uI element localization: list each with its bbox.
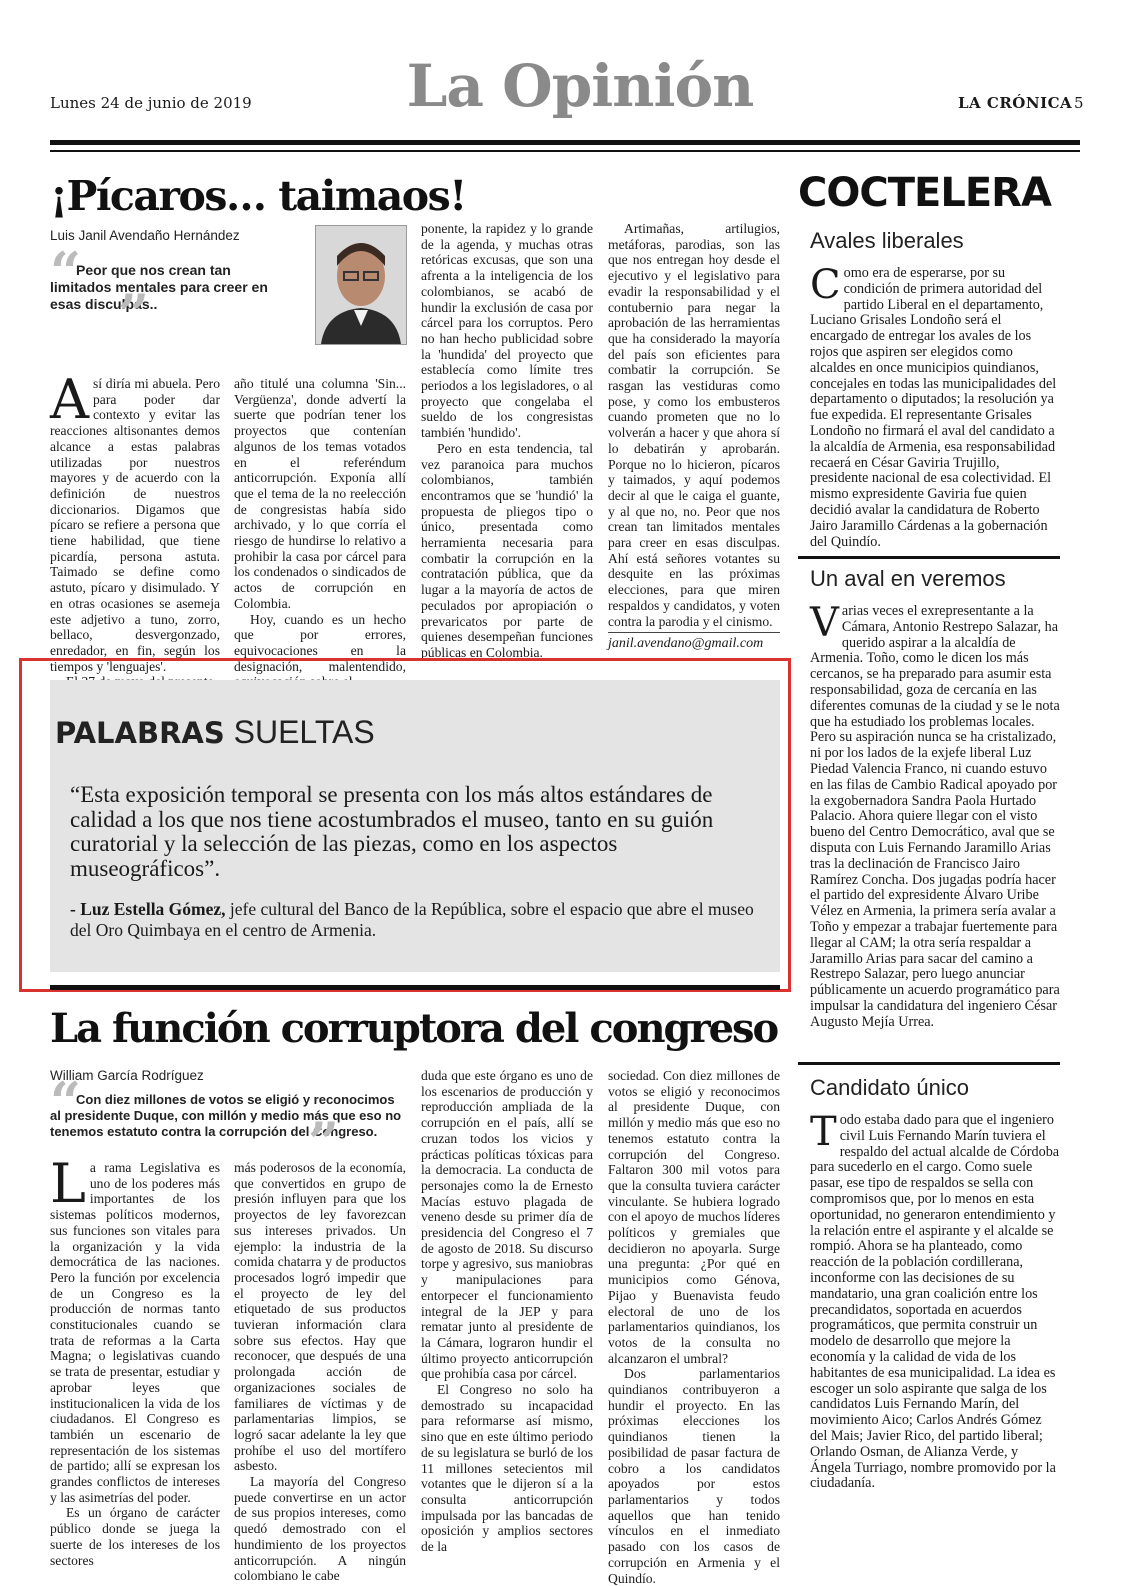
palabras-sueltas-attrib-rest: jefe cultural del Banco de la República, sobre el espacio que abre el museo del Oro Quimbaya en el centro de Armenia. bbox=[70, 899, 754, 940]
article2-dropcap: L bbox=[50, 1152, 86, 1215]
article1-dropcap: A bbox=[50, 368, 89, 431]
coctelera-item-3 bbox=[810, 1109, 1060, 1492]
article1-col3b-text: Pero en esta tendencia, tal vez paranoica para muchos colombianos, también encontramos que se 'hundió' la propuesta de pliegos tipo o único, presentada como herramienta necesaria para combatir la corrupción en la contratación pública, que da lugar a la mayoría de actos de peculados por apropiación o prevaricatos por parte de quienes desempeñan funciones públicas en Colombia. bbox=[421, 440, 593, 660]
article2-pull-text: Con diez millones de votos se eligió y reconocimos al presidente Duque, con millón y medio más que eso no tenemos estatuto contra la corrupción del Congreso. bbox=[50, 1092, 402, 1139]
article2-column-2 bbox=[234, 1160, 406, 1584]
masthead-rule-thin bbox=[50, 150, 1080, 152]
article1-byline: Luis Janil Avendaño Hernández bbox=[50, 228, 240, 243]
coctelera-divider-1 bbox=[798, 556, 1060, 559]
coctelera-subtitle-3: Candidato único bbox=[810, 1075, 970, 1100]
coctelera-divider-2 bbox=[798, 1062, 1060, 1065]
article1-headline: ¡Pícaros… taimaos! bbox=[50, 172, 466, 220]
open-quote-icon: “ bbox=[50, 1070, 82, 1134]
article1-email: janil.avendano@gmail.com bbox=[608, 636, 764, 651]
article2-col4-text: sociedad. Con diez millones de votos se eligió y reconocimos al presidente Duque, con millón y medio más que eso no tenemos estatuto contra la corrupción del Congreso. Faltaron 300 mil votos para que la consulta tuviera carácter vinculante. Se hubiera logrado con el apoyo de muchos líderes políticos y gremiales que decidieron no apoyarla. Surge una pregunta: ¿Por qué en municipios como Génova, Pijao y Buenavista feudo electoral de uno de los parlamentarios quindianos, los votos de la consulta no alcanzaron el umbral? bbox=[608, 1068, 780, 1366]
article2-col1b-text: Es un órgano de carácter público donde se juega la suerte de los intereses de los sectores bbox=[50, 1505, 220, 1568]
coctelera-dropcap-2: V bbox=[810, 600, 839, 646]
article2-col3-text: duda que este órgano es uno de los escenarios de producción y reproducción ampliada de la corrupción en el país, allí se cruzan todos los vicios y prácticas políticas tóxicas para la democracia. La conducta de personajes como la de Ernesto Macías estuvo plagada de veneno desde su primer día de presidencia del Congreso el 7 de agosto de 2018. Su discurso torpe y agresivo, sus maniobras y manipulaciones para entorpecer el funcionamiento integral de la JEP y para rematar junto al presidente de la Cámara, lograron hundir el último proyecto anticorrupción que prohibía casa por cárcel. bbox=[421, 1068, 593, 1382]
page-number: 5 bbox=[1074, 94, 1084, 112]
coctelera-dropcap-1: C bbox=[810, 262, 841, 308]
palabras-sueltas-title-light: SUELTAS bbox=[233, 714, 375, 750]
article2-col2b-text: La mayoría del Congreso puede convertirse en un actor de sus propios intereses, como quedó demostrado con el hundimiento de los proyectos anticorrupción. A ningún colombiano le cabe bbox=[234, 1474, 406, 1584]
coctelera-item-2 bbox=[810, 600, 1060, 1031]
article1-column-1 bbox=[50, 368, 220, 690]
article1-email-rule bbox=[608, 632, 780, 633]
masthead-title: La Opinión bbox=[406, 52, 754, 120]
article2-byline: William García Rodríguez bbox=[50, 1068, 204, 1083]
coctelera-item-1 bbox=[810, 262, 1060, 550]
article1-pull-quote bbox=[50, 240, 305, 346]
article1-col2-text: año titulé una columna 'Sin... Vergüenza', donde advertí la suerte que podrían tener los proyectos que contenían algunos de los temas votados en el referéndum anticorrupción. Exponía allí que el tema de la no reelección de congresistas había sido archivado, y lo que corría el riesgo de hundirse lo relativo a prohibir la casa por cárcel para los condenados o sindicados de actos de corrupción en Colombia. bbox=[234, 376, 406, 611]
article1-pull-text: Peor que nos crean tan limitados mentales para creer en esas disculpas.. bbox=[50, 262, 268, 312]
highlight-frame bbox=[19, 658, 791, 992]
masthead-date: Lunes 24 de junio de 2019 bbox=[50, 94, 252, 112]
article2-col3b-text: El Congreso no solo ha demostrado su incapacidad para reformarse así mismo, sino que en este último periodo de su legislatura se burló de los 11 millones setecientos mil votantes que le dijeron sí a la consulta anticorrupción impulsada por las bancadas de oposición y amplios sectores de la bbox=[421, 1382, 593, 1555]
article2-column-1 bbox=[50, 1152, 220, 1568]
article1-col3-text: ponente, la rapidez y lo grande de la agenda, y muchas otras retóricas excusas, que son una afrenta a la inteligencia de los colombianos, se acabó de hundir la exclusión de casa por cárcel para los corruptos. Pero no han hecho publicidad sobre la 'hundida' del proyecto que establecía como límite tres periodos a los legisladores, o al proyecto que congelaba el sueldo de los congresistas también 'hundido'. bbox=[421, 221, 593, 441]
article2-column-4 bbox=[608, 1068, 780, 1586]
close-quote-icon: ” bbox=[118, 282, 150, 346]
article2-col2-text: más poderosos de la economía, que convertidos en grupo de presión influyen para que los proyectos de ley favorezcan sus intereses privados. Un ejemplo: la industria de la comida chatarra y de productos procesados logró impedir que el proyecto de ley del etiquetado de sus productos tuvieran información clara sobre sus efectos. Hay que reconocer, que después de una prolongada acción de organizaciones sociales de familiares de víctimas y de parlamentarias limpios, se logró sacar adelante la ley que prohíbe el uso del mortífero asbesto. bbox=[234, 1160, 406, 1474]
palabras-sueltas-attrib-name: - Luz Estella Gómez, bbox=[70, 899, 226, 919]
article1-column-3 bbox=[421, 221, 593, 661]
coctelera-subtitle-2: Un aval en veremos bbox=[810, 566, 1006, 591]
coctelera-text-1: omo era de esperarse, por su condición de primera autoridad del partido Liberal en el departamento, Luciano Grisales Londoño será el encargado de entregar los avales de los rojos que aspiren ser elegidos como alcaldes en once municipios quindianos, concejales en todas las municipalidades del departamento o diputados; la resolución ya fue expedida. El representante Grisales Londoño no firmará el aval del candidato a la alcaldía de Armenia, esa responsabilidad recaerá en César Gaviria Trujillo, presidente nacional de esa colectividad. El mismo expresidente Gaviria fue quien decidió avalar la candidatura de Roberto Jairo Jaramillo Cárdenas a la gobernación del Quindío. bbox=[810, 265, 1057, 550]
box-bottom-rule bbox=[50, 985, 780, 990]
masthead-rule bbox=[50, 140, 1080, 145]
article1-column-4 bbox=[608, 221, 780, 629]
coctelera-title: COCTELERA bbox=[798, 170, 1051, 216]
article1-col4-text: Artimañas, artilugios, metáforas, parodias, son las que nos entregan hoy desde el ejecutivo y el legislativo para evadir la responsabilidad y el contubernio para negar la aprobación de las herramientas que ha considerado la mayoría del país son eficientes para combatir la corrupción. Se rasgan las vestiduras como pose, y como los embusteros cuando prometen que no lo volverán a hacer y que ahora sí lo debatirán y aprobarán. Porque no lo hicieron, pícaros y taimados, y aquí podemos decir al que le caiga el guante, y al que no, no. Peor que nos crean tan limitados mentales para creer en esas disculpas. Ahí está señores votantes su desquite en las próximas elecciones, para que miren respaldos y candidatos, y voten contra la parodia y el cinismo. bbox=[608, 221, 780, 629]
masthead-brand: LA CRÓNICA bbox=[958, 94, 1073, 112]
close-quote-icon: ” bbox=[308, 1110, 340, 1174]
coctelera-text-3: odo estaba dado para que el ingeniero civil Luis Fernando Marín tuviera el respaldo del actual alcalde de Córdoba para sucederlo en el cargo. Como suele pasar, ese tipo de respaldos se sella con compromisos que, por lo menos en esta oportunidad, no generaron entendimiento y la relación entre el aspirante y el alcalde se rompió. Ahora se ha planteado, como reacción de la población cordillerana, inconforme con las decisiones de su mandatario, una gran coalición entre los precandidatos, soportada en acuerdos programáticos, que permita construir un modelo de desarrollo que mejore la economía y la calidad de vida de los habitantes de esa municipalidad. La idea es escoger un solo aspirante que salga de los candidatos Luis Fernando Marín, del movimiento Aico; Carlos Andrés Gómez del Mais; Javier Rico, del partido liberal; Orlando Osman, de Alianza Verde, y Ángela Turriago, nombre promovido por la ciudadanía. bbox=[810, 1112, 1060, 1492]
article1-col2b-text: Hoy, cuando es un hecho que por errores, equivocaciones en la designación, malentendido, bbox=[234, 611, 406, 674]
coctelera-dropcap-3: T bbox=[810, 1109, 837, 1155]
coctelera-subtitle-1: Avales liberales bbox=[810, 228, 964, 253]
coctelera-text-2: arias veces el exrepresentante a la Cámara, Antonio Restrepo Salazar, ha querido aspirar a la alcaldía de Armenia. Toño, como le dicen los más cercanos, se ha preparado para asumir esta responsabilidad, goza de cercanía en las diferentes comunas de la ciudad y se le nota que ha estudiado los problemas locales. Pero su aspiración nunca se ha cristalizado, ni por los lados de la exjefe liberal Luz Piedad Valencia Franco, ni cuando estuvo en las filas de Cambio Radical apoyado por la exgobernadora Sandra Paola Hurtado Palacio. Ahora quiere llegar con el visto bueno del Centro Democrático, aval que se disputa con Luis Fernando Jaramillo Arias tras la declinación de Francisco Jairo Ramírez Concha. Dos jugadas podría hacer el partido del expresidente Álvaro Uribe Vélez en Armenia, la primera sería avalar a Toño y empezar a trabajar fuertemente para llegar al CAM; la otra sería respaldar a Jaramillo Arias para sacar del camino a Restrepo Salazar, pero luego anunciar públicamente un acuerdo programático para impulsar la candidatura del ingeniero César Augusto Mejía Urrea. bbox=[810, 603, 1060, 1030]
author-photo bbox=[315, 225, 407, 345]
article1-column-2 bbox=[234, 376, 406, 690]
article2-headline: La función corruptora del congreso bbox=[50, 1005, 778, 1052]
article2-col4b-text: Dos parlamentarios quindianos contribuyeron a hundir el proyecto. En las próximas elecciones los quindianos tienen la posibilidad de pasar factura de cobro a los candidatos apoyados por estos parlamentarios y todos aquellos que han tenido vínculos en el inmediato pasado con los casos de corrupción en Armenia y el Quindío. bbox=[608, 1366, 780, 1586]
open-quote-icon: “ bbox=[50, 240, 82, 304]
article2-col1-text: a rama Legislativa es uno de los poderes más importantes de los sistemas políticos modernos, sus funciones son vitales para la organización y la vida democrática de las naciones. Pero la función por excelencia de un Congreso es la producción de normas tanto constitucionales cuando se trata de reformas a la Carta Magna; o legislativas cuando se trata de presentar, estudiar y aprobar leyes que institucionalicen la vida de los ciudadanos. El Congreso es también un escenario de representación de los sistemas de partido; allí se expresan los grandes conflictos de intereses y las asimetrías del poder. bbox=[50, 1160, 220, 1505]
article2-column-3 bbox=[421, 1068, 593, 1555]
palabras-sueltas-quote: “Esta exposición temporal se presenta con los más altos estándares de calidad a los que nos tiene acostumbrados el museo, tanto en su guión curatorial y la selección de las piezas, como en los aspectos museográficos”. bbox=[70, 782, 714, 881]
article1-col1-text: sí diría mi abuela. Pero para poder dar contexto y evitar las reacciones altisonantes demos alcance a estas palabras utilizadas por nuestros mayores y de acuerdo con la definición de nuestros diccionarios. Digamos que pícaro se refiere a persona que tiene habilidad, que tiene picardía, persona astuta. Taimado se define como astuto, pícaro y disimulado. Y en otras ocasiones se asemeja este adjetivo a tuno, zorro, bellaco, desvergonzado, enredador, en fin, según los tiempos y 'lenguajes'. bbox=[50, 376, 220, 674]
palabras-sueltas-title-bold: PALABRAS bbox=[55, 716, 225, 750]
